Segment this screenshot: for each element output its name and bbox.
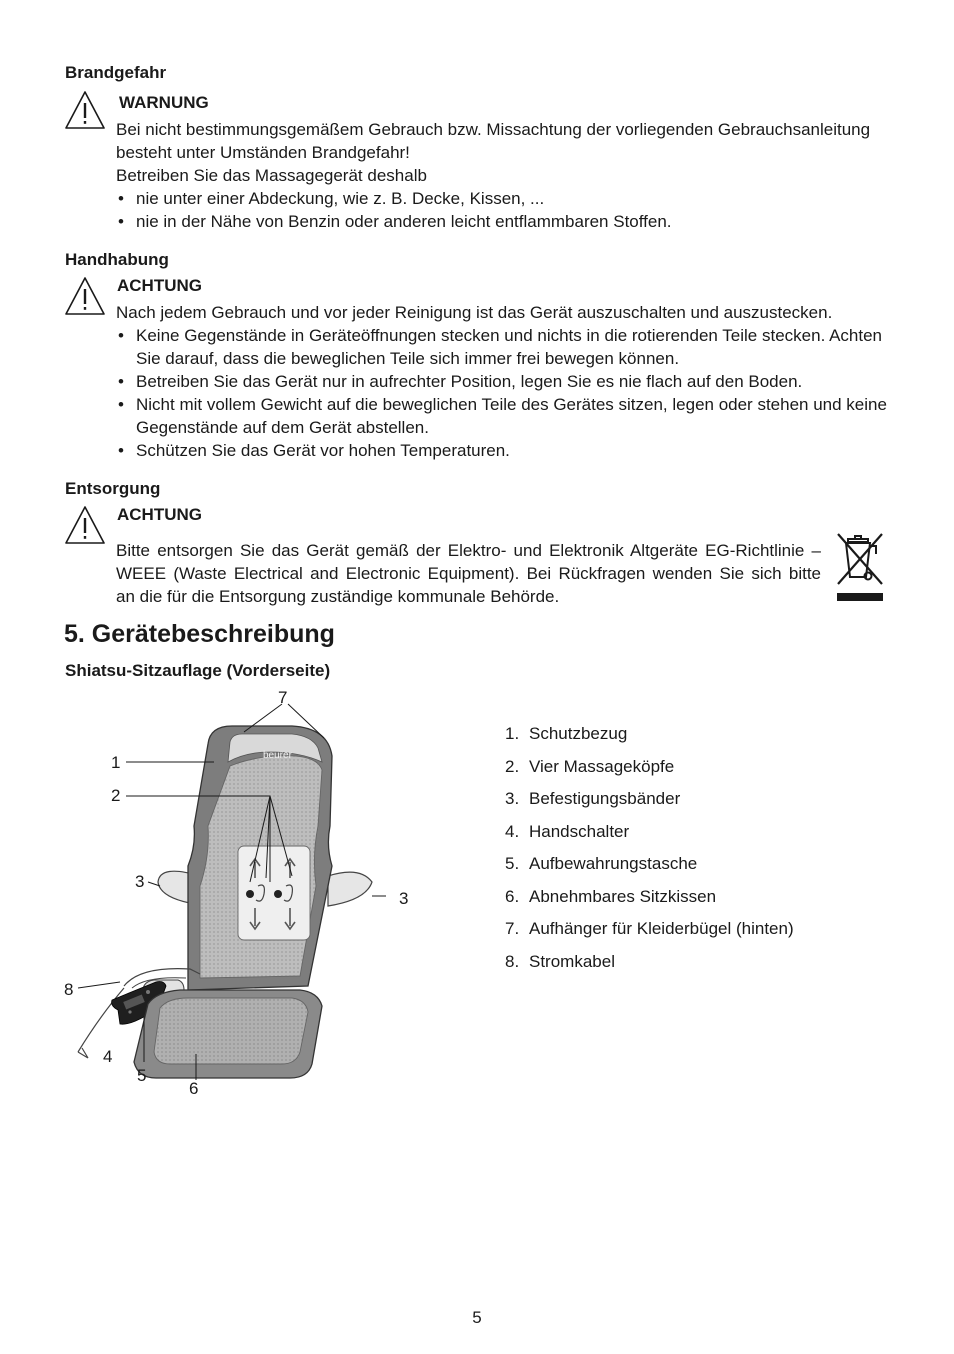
list-item: • nie in der Nähe von Benzin oder anderen leicht entflammbaren Stoffen. bbox=[116, 210, 906, 233]
page-number: 5 bbox=[472, 1308, 482, 1327]
massage-seat-illustration bbox=[60, 686, 440, 1106]
page-title: 5. Gerätebeschreibung bbox=[64, 620, 335, 648]
item-label: Aufbewahrungstasche bbox=[529, 854, 698, 873]
list-item bbox=[116, 393, 906, 439]
item-label: Aufhänger für Kleiderbügel (hinten) bbox=[529, 919, 794, 938]
callout-3-left: 3 bbox=[135, 872, 145, 891]
item-number: 7. bbox=[505, 919, 520, 938]
text-line: Sie darauf, dass die beweglichen Teile sich immer frei bewegen können. bbox=[136, 349, 680, 368]
item-label: Stromkabel bbox=[529, 951, 615, 971]
item-label: Befestigungsbänder bbox=[529, 789, 681, 808]
text-line: • Betreiben Sie das Gerät nur in aufrechter Position, legen Sie es nie flach auf den Boden. bbox=[136, 372, 803, 391]
callout-5: 5 bbox=[137, 1066, 147, 1085]
list-item bbox=[116, 439, 906, 462]
item-label: Vier Massageköpfe bbox=[529, 756, 675, 776]
list-item: • nie unter einer Abdeckung, wie z. B. Decke, Kissen, ... bbox=[116, 187, 906, 210]
subheading: Shiatsu-Sitzauflage (Vorderseite) bbox=[65, 661, 331, 680]
list-item bbox=[505, 852, 905, 885]
section-heading-disposal: Entsorgung bbox=[65, 479, 161, 498]
list-item bbox=[505, 722, 905, 755]
callout-6: 6 bbox=[189, 1079, 199, 1098]
list-item bbox=[505, 885, 905, 918]
handling-bullet-list bbox=[116, 324, 906, 462]
list-item bbox=[116, 370, 906, 393]
text-line: an die für die Entsorgung zuständige kommunale Behörde. bbox=[116, 587, 560, 606]
warning-title-handling: ACHTUNG bbox=[117, 276, 202, 295]
warning-title-disposal: ACHTUNG bbox=[117, 505, 202, 524]
list-item bbox=[505, 820, 905, 853]
warning-triangle-icon bbox=[64, 90, 106, 130]
text-line: Betreiben Sie das Massagegerät deshalb bbox=[116, 166, 427, 185]
text-line: Bei nicht bestimmungsgemäßem Gebrauch bzw. Missachtung der vorliegenden Gebrauchsanleitung bbox=[116, 120, 871, 139]
item-number: 8. bbox=[505, 951, 520, 971]
text-line: • Keine Gegenstände in Geräteöffnungen stecken und nichts in die rotierenden Teile stecken. Achten bbox=[136, 326, 882, 345]
fire-warning-text bbox=[116, 118, 906, 187]
text-line: Bitte entsorgen Sie das Gerät gemäß der Elektro- und Elektronik Altgeräte EG-Richtlinie – bbox=[116, 541, 821, 560]
item-number: 4. bbox=[505, 821, 520, 841]
item-number: 6. bbox=[505, 886, 520, 906]
disposal-warning-text bbox=[116, 539, 821, 608]
text-line: • Nicht mit vollem Gewicht auf die beweglichen Teile des Gerätes sitzen, legen oder stehen und keine bbox=[136, 395, 887, 414]
callout-2: 2 bbox=[111, 786, 121, 805]
item-number: 5. bbox=[505, 854, 520, 873]
callout-1: 1 bbox=[111, 753, 121, 772]
fire-bullet-list bbox=[116, 187, 906, 233]
item-number: 2. bbox=[505, 756, 520, 776]
list-item bbox=[116, 324, 906, 370]
list-item bbox=[505, 787, 905, 820]
text-line: Gegenstände auf dem Gerät abstellen. bbox=[136, 418, 429, 437]
item-label: Schutzbezug bbox=[529, 724, 628, 743]
list-item bbox=[505, 755, 905, 788]
text-line: besteht unter Umständen Brandgefahr! bbox=[116, 143, 410, 162]
list-item bbox=[505, 917, 905, 950]
warning-title-fire: WARNUNG bbox=[119, 93, 209, 112]
section-heading-handling: Handhabung bbox=[65, 250, 169, 269]
brand-label: beurer bbox=[263, 750, 292, 761]
weee-bin-icon bbox=[834, 530, 886, 604]
text-line: • Schützen Sie das Gerät vor hohen Temperaturen. bbox=[136, 441, 510, 460]
callout-4: 4 bbox=[103, 1047, 113, 1066]
handling-warning-text: Nach jedem Gebrauch und vor jeder Reinigung ist das Gerät auszuschalten und auszustecken. bbox=[116, 303, 833, 322]
warning-triangle-icon bbox=[64, 276, 106, 316]
section-heading-fire: Brandgefahr bbox=[65, 63, 167, 82]
callout-8: 8 bbox=[64, 980, 74, 999]
warning-triangle-icon bbox=[64, 505, 106, 545]
parts-list bbox=[505, 722, 905, 982]
callout-3-right: 3 bbox=[399, 889, 409, 908]
item-number: 1. bbox=[505, 724, 520, 743]
item-label: Abnehmbares Sitzkissen bbox=[529, 886, 717, 906]
item-number: 3. bbox=[505, 789, 520, 808]
callout-7: 7 bbox=[278, 688, 288, 707]
list-item bbox=[505, 950, 905, 983]
item-label: Handschalter bbox=[529, 821, 630, 841]
text-line: WEEE (Waste Electrical and Electronic Equipment). Bei Rückfragen wenden Sie sich bitte bbox=[116, 564, 821, 583]
